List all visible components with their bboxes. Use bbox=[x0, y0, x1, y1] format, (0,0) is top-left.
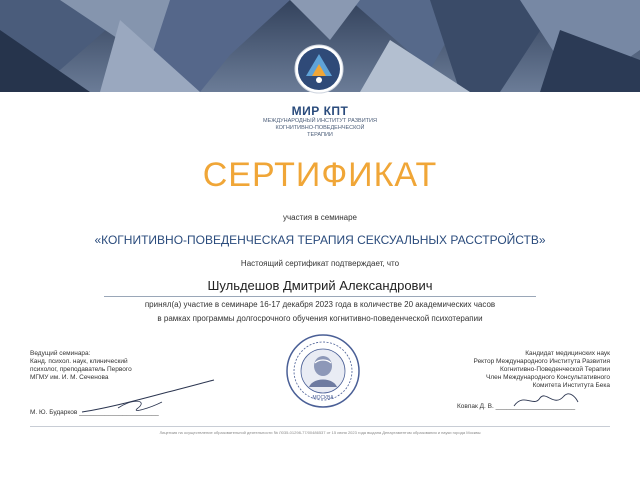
logo-icon bbox=[294, 44, 344, 94]
left-signature-line: М. Ю. Бударков ______________________ bbox=[30, 409, 159, 416]
right-signatory-line: Кандидат медицинских наук bbox=[525, 350, 610, 357]
confirm-text: Настоящий сертификат подтверждает, что bbox=[240, 259, 400, 268]
left-signatory-line: МГМУ им. И. М. Сеченова bbox=[30, 374, 109, 381]
signature-icon bbox=[510, 388, 580, 412]
right-signatory-line: Комитета Института Бека bbox=[532, 382, 610, 389]
details-line: в рамках программы долгосрочного обучения когнитивно-поведенческой психотерапии bbox=[157, 314, 483, 323]
right-signatory bbox=[420, 350, 610, 390]
right-signatory-line: Ректор Международного Института Развития bbox=[473, 358, 610, 365]
left-signatory-line: Ведущий семинара: bbox=[30, 350, 91, 357]
right-signatory-line: Когнитивно-Поведенческой Терапии bbox=[499, 366, 610, 373]
brand-subtitle-line: КОГНИТИВНО-ПОВЕДЕНЧЕСКОЙ bbox=[275, 125, 365, 131]
stamp-text: МОСКВА bbox=[312, 395, 334, 401]
seminar-title: «КОГНИТИВНО-ПОВЕДЕНЧЕСКАЯ ТЕРАПИЯ СЕКСУАЛЬНЫХ РАССТРОЙСТВ» bbox=[94, 233, 546, 247]
certificate-title: СЕРТИФИКАТ bbox=[202, 156, 438, 194]
right-signatory-line: Член Международного Консультативного bbox=[486, 374, 610, 381]
left-signatory-line: психолог, преподаватель Первого bbox=[30, 366, 132, 373]
recipient-name: Шульдешов Дмитрий Александрович bbox=[207, 278, 433, 293]
divider bbox=[104, 296, 536, 297]
signature-icon bbox=[78, 378, 218, 418]
seal-stamp bbox=[285, 333, 361, 409]
brand-subtitle-line: ТЕРАПИИ bbox=[307, 132, 333, 138]
left-signatory-line: Канд. психол. наук, клинический bbox=[30, 358, 128, 365]
details-line: принял(а) участие в семинаре 16-17 декабря 2023 года в количестве 20 академических часов bbox=[144, 300, 496, 309]
license-footer: Лицензия на осуществление образовательной деятельности № Л035-01298-77/00486537 от 15 июня 2023 года выдана Департаментом образования и науки города Москвы bbox=[159, 430, 481, 435]
participation-text: участия в семинаре bbox=[283, 213, 357, 222]
footer-divider bbox=[30, 426, 610, 427]
brand-subtitle-line: МЕЖДУНАРОДНЫЙ ИНСТИТУТ РАЗВИТИЯ bbox=[263, 118, 377, 124]
brand-name: МИР КПТ bbox=[291, 104, 349, 118]
right-signature-line: Ковпак Д. В. ______________________ bbox=[457, 403, 576, 410]
